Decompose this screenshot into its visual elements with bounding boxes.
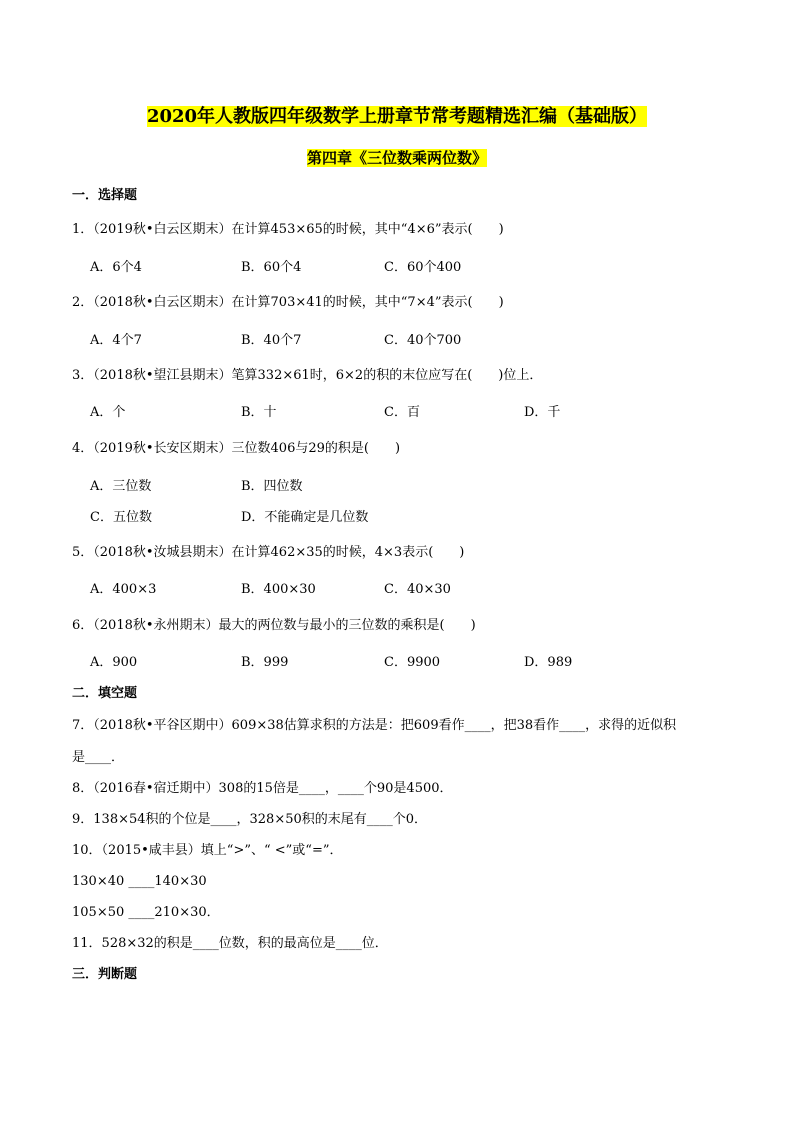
question-9: 9．138×54积的个位是____，328×50积的末尾有____个0． <box>72 812 428 827</box>
q5-option-a: A．400×3 <box>90 582 157 597</box>
subtitle-highlight: 第四章《三位数乘两位数》 <box>306 149 487 167</box>
question-3: 3．（2018秋•望江县期末）笔算332×61时，6×2的积的末位应写在( )位上． <box>72 368 543 383</box>
q6-option-d: D．989 <box>524 655 573 670</box>
q4-option-b: B．四位数 <box>241 479 303 494</box>
q2-option-c: C．40个700 <box>384 333 462 348</box>
question-7-line-1: 7．（2018秋•平谷区期中）609×38估算求积的方法是：把609看作____，把38看作____，求得的近似积 <box>72 718 677 733</box>
q6-option-a: A．900 <box>90 655 138 670</box>
q1-option-b: B．60个4 <box>241 260 302 275</box>
question-10-b: 105×50 ____210×30． <box>72 905 220 920</box>
section-heading-fill: 二．填空题 <box>72 686 138 701</box>
q3-option-b: B．十 <box>241 405 277 420</box>
question-1: 1．（2019秋•白云区期末）在计算453×65的时候，其中“4×6”表示( ) <box>72 222 504 237</box>
q3-option-a: A．个 <box>90 405 126 420</box>
page-title <box>0 106 794 128</box>
q4-option-d: D．不能确定是几位数 <box>241 510 369 525</box>
question-7-line-2: 是____． <box>72 750 125 765</box>
q3-option-d: D．千 <box>524 405 561 420</box>
q4-option-a: A．三位数 <box>90 479 152 494</box>
q4-option-c: C．五位数 <box>90 510 152 525</box>
question-8: 8．（2016春•宿迁期中）308的15倍是____，____个90是4500． <box>72 781 453 796</box>
question-6: 6．（2018秋•永州期末）最大的两位数与最小的三位数的乘积是( ) <box>72 618 476 633</box>
title-highlight: 2020年人教版四年级数学上册章节常考题精选汇编（基础版） <box>146 106 648 127</box>
section-heading-judge: 三．判断题 <box>72 967 138 982</box>
section-heading-choice: 一．选择题 <box>72 188 138 203</box>
q2-option-a: A．4个7 <box>90 333 142 348</box>
q1-option-c: C．60个400 <box>384 260 462 275</box>
question-10: 10．（2015•咸丰县）填上“>”、“ <”或“=”． <box>72 843 343 858</box>
question-4: 4．（2019秋•长安区期末）三位数406与29的积是( ) <box>72 441 401 456</box>
q5-option-b: B．400×30 <box>241 582 316 597</box>
chapter-subtitle <box>0 148 794 168</box>
question-10-a: 130×40 ____140×30 <box>72 874 207 889</box>
q3-option-c: C．百 <box>384 405 420 420</box>
q1-option-a: A．6个4 <box>90 260 142 275</box>
question-2: 2．（2018秋•白云区期末）在计算703×41的时候，其中“7×4”表示( ) <box>72 295 504 310</box>
q2-option-b: B．40个7 <box>241 333 302 348</box>
q6-option-b: B．999 <box>241 655 289 670</box>
question-5: 5．（2018秋•汝城县期末）在计算462×35的时候，4×3表示( ) <box>72 545 465 560</box>
question-11: 11．528×32的积是____位数，积的最高位是____位． <box>72 936 388 951</box>
q6-option-c: C．9900 <box>384 655 441 670</box>
q5-option-c: C．40×30 <box>384 582 451 597</box>
